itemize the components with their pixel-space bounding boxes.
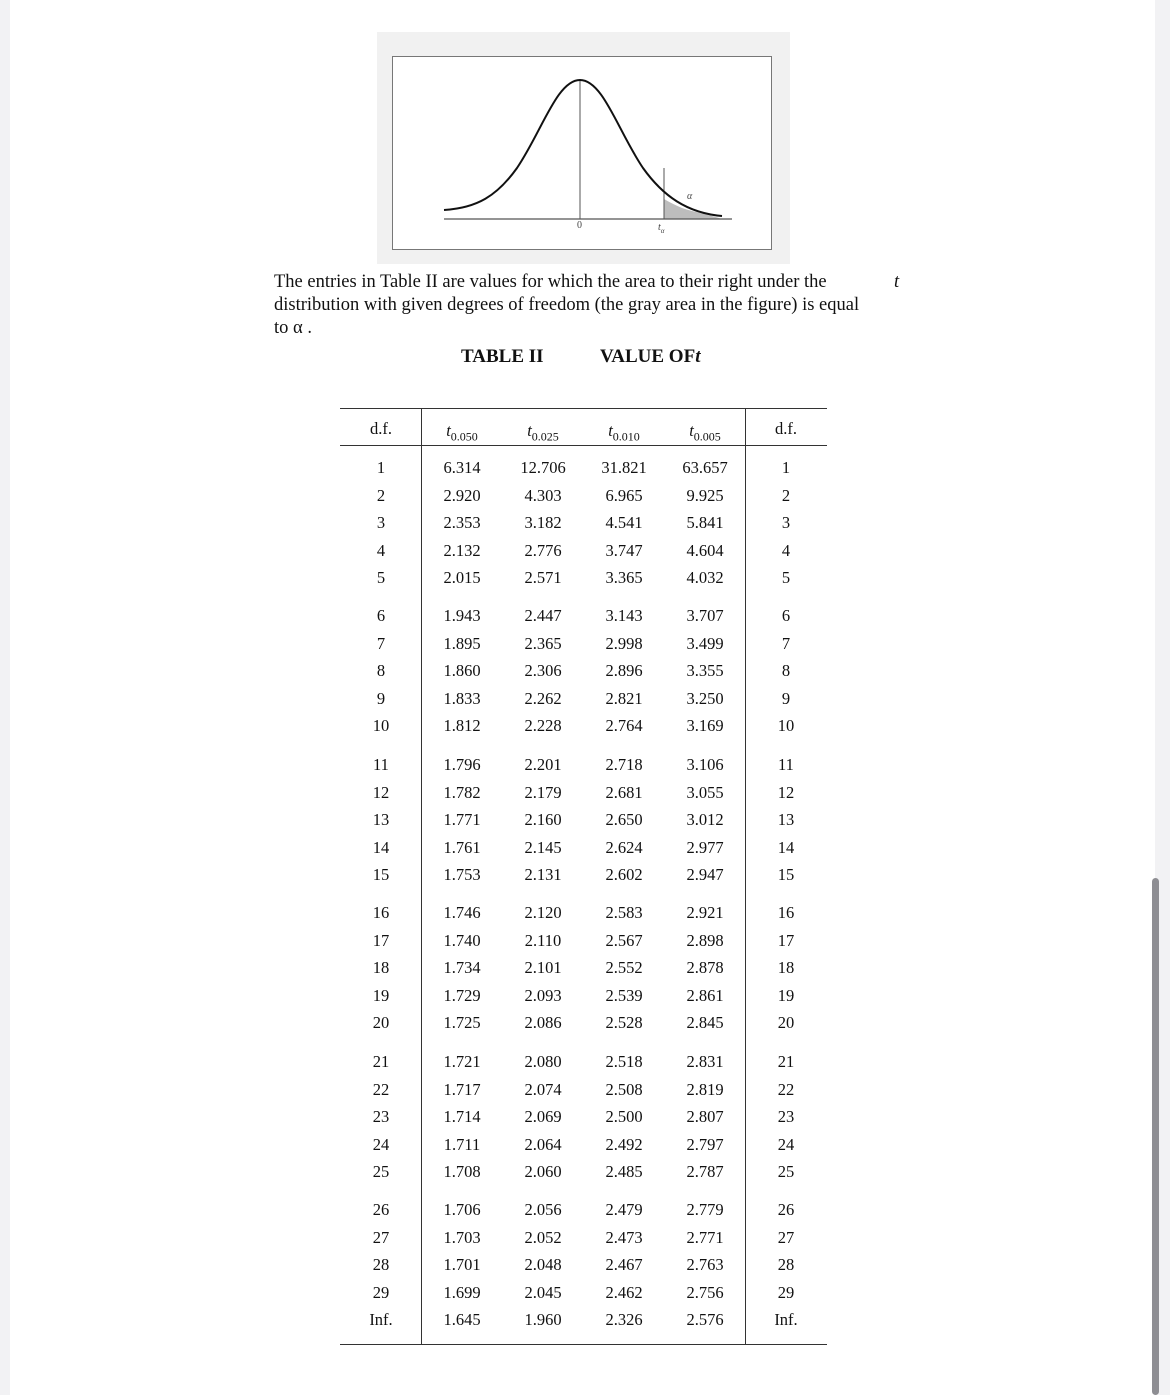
- curve-line: [444, 80, 722, 216]
- value-cell: 2.086: [524, 1013, 562, 1033]
- df-cell: 29: [372, 1282, 390, 1302]
- value-cell: 2.326: [605, 1310, 643, 1330]
- value-cell: 2.552: [605, 958, 643, 978]
- subtitle-t-symbol: t: [695, 346, 701, 367]
- value-cell: 1.833: [443, 688, 481, 708]
- value-cell: 3.143: [605, 606, 643, 625]
- value-cell: 2.861: [686, 985, 724, 1005]
- df-cell: 6: [376, 606, 386, 625]
- df-cell: 8: [781, 661, 791, 681]
- header-t-symbol: t: [689, 421, 694, 440]
- df-cell: 17: [777, 930, 795, 950]
- df-cell: 25: [372, 1162, 390, 1182]
- value-cell: 2.052: [524, 1227, 562, 1247]
- df-cell: 10: [372, 716, 390, 736]
- value-cell: 1.714: [443, 1107, 481, 1127]
- df-cell: 5: [781, 568, 791, 588]
- value-cell: 2.015: [443, 568, 481, 588]
- value-cell: 2.145: [524, 837, 562, 857]
- value-cell: 1.706: [443, 1200, 481, 1219]
- df-cell: 23: [777, 1107, 795, 1127]
- value-cell: 2.101: [524, 958, 562, 978]
- value-cell: 5.841: [686, 513, 724, 533]
- df-cell: 14: [372, 837, 390, 857]
- value-cell: 2.093: [524, 985, 562, 1005]
- header-t-symbol: t: [527, 421, 532, 440]
- value-cell: 1.895: [443, 633, 481, 653]
- value-cell: 1.740: [443, 930, 481, 950]
- value-cell: 1.717: [443, 1079, 481, 1099]
- value-cell: 1.729: [443, 985, 481, 1005]
- value-cell: 1.708: [443, 1162, 481, 1182]
- df-cell: 26: [372, 1200, 390, 1219]
- df-cell: Inf.: [774, 1310, 798, 1330]
- value-cell: 3.106: [686, 755, 724, 774]
- value-cell: 1.960: [524, 1310, 562, 1330]
- df-cell: 2: [781, 485, 791, 505]
- value-cell: 2.179: [524, 782, 562, 802]
- df-cell: 27: [777, 1227, 795, 1247]
- value-cell: 2.467: [605, 1255, 643, 1275]
- value-cell: 2.756: [686, 1282, 724, 1302]
- value-cell: 4.303: [524, 485, 562, 505]
- df-cell: 13: [372, 810, 390, 830]
- value-cell: 2.160: [524, 810, 562, 830]
- header-t-symbol: t: [608, 421, 613, 440]
- df-cell: 5: [376, 568, 386, 588]
- df-cell: 13: [777, 810, 795, 830]
- df-cell: 17: [372, 930, 390, 950]
- value-cell: 31.821: [601, 458, 647, 477]
- value-cell: 3.169: [686, 716, 724, 736]
- value-cell: 2.571: [524, 568, 562, 588]
- value-cell: 2.120: [524, 903, 562, 922]
- value-cell: 63.657: [682, 458, 728, 477]
- value-cell: 2.896: [605, 661, 643, 681]
- df-cell: 18: [372, 958, 390, 978]
- value-cell: 6.314: [443, 458, 481, 477]
- value-cell: 12.706: [520, 458, 566, 477]
- value-cell: 2.998: [605, 633, 643, 653]
- value-cell: 2.306: [524, 661, 562, 681]
- value-cell: 2.718: [605, 755, 643, 774]
- value-cell: 2.920: [443, 485, 481, 505]
- value-cell: 2.462: [605, 1282, 643, 1302]
- table-header-rule: [340, 445, 827, 446]
- intro-text: The entries in Table II are values for which the area to their right under the distribution with given degrees of freedom (the gray area in the figure) is equal to α .: [274, 272, 860, 338]
- value-cell: 3.707: [686, 606, 724, 625]
- value-cell: 2.779: [686, 1200, 724, 1219]
- value-cell: 6.965: [605, 485, 643, 505]
- t-alpha-label: [658, 222, 664, 235]
- value-cell: 2.602: [605, 865, 643, 885]
- value-cell: 2.365: [524, 633, 562, 653]
- value-cell: 2.878: [686, 958, 724, 978]
- df-cell: 23: [372, 1107, 390, 1127]
- value-cell: 2.479: [605, 1200, 643, 1219]
- value-cell: 1.734: [443, 958, 481, 978]
- df-cell: 20: [372, 1013, 390, 1033]
- value-cell: 4.032: [686, 568, 724, 588]
- value-cell: 1.699: [443, 1282, 481, 1302]
- value-cell: 1.721: [443, 1052, 481, 1071]
- df-cell: 26: [777, 1200, 795, 1219]
- df-cell: 1: [781, 458, 791, 477]
- value-cell: 2.447: [524, 606, 562, 625]
- value-cell: 2.500: [605, 1107, 643, 1127]
- value-cell: 1.771: [443, 810, 481, 830]
- df-cell: 22: [777, 1079, 795, 1099]
- value-cell: 1.761: [443, 837, 481, 857]
- header-df-left: [341, 419, 421, 439]
- value-cell: 1.725: [443, 1013, 481, 1033]
- value-cell: 3.250: [686, 688, 724, 708]
- value-cell: 2.764: [605, 716, 643, 736]
- value-cell: 2.132: [443, 540, 481, 560]
- table-bottom-rule: [340, 1344, 827, 1345]
- t-alpha-symbol: t: [658, 222, 661, 233]
- df-cell: 10: [777, 716, 795, 736]
- value-cell: 2.845: [686, 1013, 724, 1033]
- value-cell: 3.055: [686, 782, 724, 802]
- df-cell: 20: [777, 1013, 795, 1033]
- df-cell: 7: [376, 633, 386, 653]
- value-cell: 1.746: [443, 903, 481, 922]
- value-cell: 3.182: [524, 513, 562, 533]
- header-t-subscript: 0.005: [693, 429, 721, 444]
- value-cell: 1.645: [443, 1310, 481, 1330]
- df-cell: 19: [777, 985, 795, 1005]
- value-cell: 2.492: [605, 1134, 643, 1154]
- df-cell: 6: [781, 606, 791, 625]
- value-cell: 2.567: [605, 930, 643, 950]
- header-t-0050: [422, 421, 502, 444]
- value-cell: 2.787: [686, 1162, 724, 1182]
- alpha-label: α: [687, 191, 693, 202]
- value-cell: 2.776: [524, 540, 562, 560]
- df-cell: 14: [777, 837, 795, 857]
- df-cell: 3: [376, 513, 386, 533]
- value-cell: 1.703: [443, 1227, 481, 1247]
- subtitle-text: VALUE OF: [600, 346, 696, 367]
- header-df-right: [746, 419, 826, 439]
- value-cell: 2.771: [686, 1227, 724, 1247]
- header-t-subscript: 0.010: [612, 429, 640, 444]
- df-cell: 2: [376, 485, 386, 505]
- scrollbar[interactable]: [1152, 878, 1159, 1395]
- df-cell: 28: [777, 1255, 795, 1275]
- value-cell: 2.131: [524, 865, 562, 885]
- value-cell: 2.821: [605, 688, 643, 708]
- value-cell: 2.262: [524, 688, 562, 708]
- header-label: d.f.: [370, 419, 392, 438]
- intro-t-symbol: t: [894, 272, 900, 292]
- value-cell: 2.228: [524, 716, 562, 736]
- value-cell: 2.583: [605, 903, 643, 922]
- value-cell: 2.898: [686, 930, 724, 950]
- value-cell: 2.819: [686, 1079, 724, 1099]
- value-cell: 2.201: [524, 755, 562, 774]
- df-cell: 16: [372, 903, 390, 922]
- table-top-rule: [340, 408, 827, 409]
- value-cell: 2.074: [524, 1079, 562, 1099]
- df-cell: 27: [372, 1227, 390, 1247]
- value-cell: 2.831: [686, 1052, 724, 1071]
- value-cell: 2.060: [524, 1162, 562, 1182]
- df-cell: 7: [781, 633, 791, 653]
- value-cell: 1.812: [443, 716, 481, 736]
- df-cell: 12: [777, 782, 795, 802]
- value-cell: 2.539: [605, 985, 643, 1005]
- value-cell: 2.045: [524, 1282, 562, 1302]
- header-t-subscript: 0.050: [450, 429, 478, 444]
- header-label: d.f.: [775, 419, 797, 438]
- value-cell: 3.747: [605, 540, 643, 560]
- df-cell: 16: [777, 903, 795, 922]
- df-cell: 25: [777, 1162, 795, 1182]
- df-cell: 22: [372, 1079, 390, 1099]
- value-cell: 3.355: [686, 661, 724, 681]
- df-cell: 1: [376, 458, 386, 477]
- value-cell: 2.650: [605, 810, 643, 830]
- value-cell: 2.353: [443, 513, 481, 533]
- header-t-0005: [665, 421, 745, 444]
- value-cell: 1.711: [443, 1134, 481, 1154]
- value-cell: 2.947: [686, 865, 724, 885]
- df-cell: 21: [777, 1052, 795, 1071]
- header-t-subscript: 0.025: [531, 429, 559, 444]
- value-cell: 2.807: [686, 1107, 724, 1127]
- value-cell: 2.624: [605, 837, 643, 857]
- value-cell: 2.921: [686, 903, 724, 922]
- value-cell: 2.048: [524, 1255, 562, 1275]
- value-cell: 3.012: [686, 810, 724, 830]
- table-subtitle: [600, 346, 700, 368]
- df-cell: 11: [778, 755, 794, 774]
- value-cell: 1.701: [443, 1255, 481, 1275]
- header-t-0010: [584, 421, 664, 444]
- df-cell: 24: [777, 1134, 795, 1154]
- value-cell: 2.977: [686, 837, 724, 857]
- value-cell: 2.080: [524, 1052, 562, 1071]
- value-cell: 1.796: [443, 755, 481, 774]
- df-cell: 21: [372, 1052, 390, 1071]
- df-cell: 9: [376, 688, 386, 708]
- value-cell: 2.763: [686, 1255, 724, 1275]
- value-cell: 1.782: [443, 782, 481, 802]
- header-t-symbol: t: [446, 421, 451, 440]
- value-cell: 2.064: [524, 1134, 562, 1154]
- value-cell: 2.681: [605, 782, 643, 802]
- df-cell: 24: [372, 1134, 390, 1154]
- df-cell: 3: [781, 513, 791, 533]
- value-cell: 2.797: [686, 1134, 724, 1154]
- df-cell: 8: [376, 661, 386, 681]
- t-distribution-curve: [392, 56, 772, 250]
- df-cell: 12: [372, 782, 390, 802]
- value-cell: 4.604: [686, 540, 724, 560]
- value-cell: 1.943: [443, 606, 481, 625]
- value-cell: 9.925: [686, 485, 724, 505]
- df-cell: 9: [781, 688, 791, 708]
- df-cell: 15: [777, 865, 795, 885]
- df-cell: 11: [373, 755, 389, 774]
- df-cell: 19: [372, 985, 390, 1005]
- df-cell: 15: [372, 865, 390, 885]
- t-alpha-subscript: α: [660, 227, 665, 235]
- value-cell: 2.473: [605, 1227, 643, 1247]
- df-cell: 4: [376, 540, 386, 560]
- df-cell: Inf.: [369, 1310, 393, 1330]
- value-cell: 3.499: [686, 633, 724, 653]
- value-cell: 4.541: [605, 513, 643, 533]
- value-cell: 2.518: [605, 1052, 643, 1071]
- zero-label: 0: [577, 220, 582, 231]
- df-cell: 18: [777, 958, 795, 978]
- value-cell: 3.365: [605, 568, 643, 588]
- header-t-0025: [503, 421, 583, 444]
- value-cell: 1.753: [443, 865, 481, 885]
- value-cell: 1.860: [443, 661, 481, 681]
- df-cell: 28: [372, 1255, 390, 1275]
- df-cell: 4: [781, 540, 791, 560]
- intro-paragraph: [274, 271, 904, 340]
- value-cell: 2.110: [524, 930, 562, 950]
- value-cell: 2.069: [524, 1107, 562, 1127]
- value-cell: 2.056: [524, 1200, 562, 1219]
- value-cell: 2.528: [605, 1013, 643, 1033]
- value-cell: 2.485: [605, 1162, 643, 1182]
- table-title: TABLE II: [461, 346, 544, 367]
- value-cell: 2.576: [686, 1310, 724, 1330]
- df-cell: 29: [777, 1282, 795, 1302]
- value-cell: 2.508: [605, 1079, 643, 1099]
